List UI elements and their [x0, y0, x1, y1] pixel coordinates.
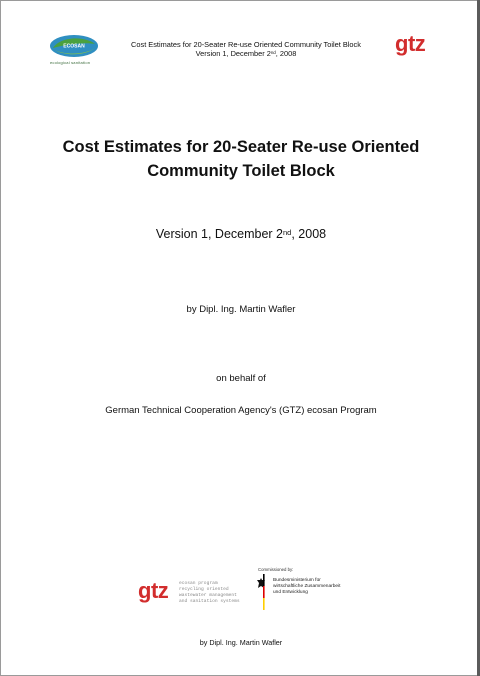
header-title: [101, 40, 391, 58]
author-line: by Dipl. Ing. Martin Wafler: [186, 304, 296, 315]
german-flag-icon: [263, 574, 269, 610]
program-line: German Technical Cooperation Agency's (GTZ) ecosan Program: [105, 405, 377, 416]
document-title: [21, 135, 461, 183]
gtz-logo-footer: gtz: [138, 578, 169, 603]
on-behalf-line: on behalf of: [216, 373, 266, 384]
title-line-2: Community Toilet Block: [147, 162, 335, 180]
ecosan-tagline: ecological sanitation: [50, 60, 91, 65]
gtz-logo-header: gtz: [395, 31, 426, 56]
bmz-name: Bundesministerium für wirtschaftliche Zusammenarbeit und Entwicklung: [273, 578, 341, 595]
header-line-2: Version 1, December 2nd, 2008: [195, 49, 297, 58]
ecosan-logo-text: ECOSAN: [63, 43, 85, 50]
title-line-1: Cost Estimates for 20-Seater Re-use Oriented: [62, 138, 420, 156]
header-line-1: Cost Estimates for 20-Seater Re-use Oriented Community Toilet Block: [131, 40, 361, 49]
page-header: [1, 1, 479, 81]
ecosan-program-text: ecosan program recycling oriented wastewater management and sanitation systems: [179, 581, 240, 604]
version-line: Version 1, December 2nd, 2008: [155, 227, 327, 241]
footer-author-line: by Dipl. Ing. Martin Wafler: [199, 638, 283, 647]
commissioned-by-label: Commissioned by:: [258, 567, 294, 572]
